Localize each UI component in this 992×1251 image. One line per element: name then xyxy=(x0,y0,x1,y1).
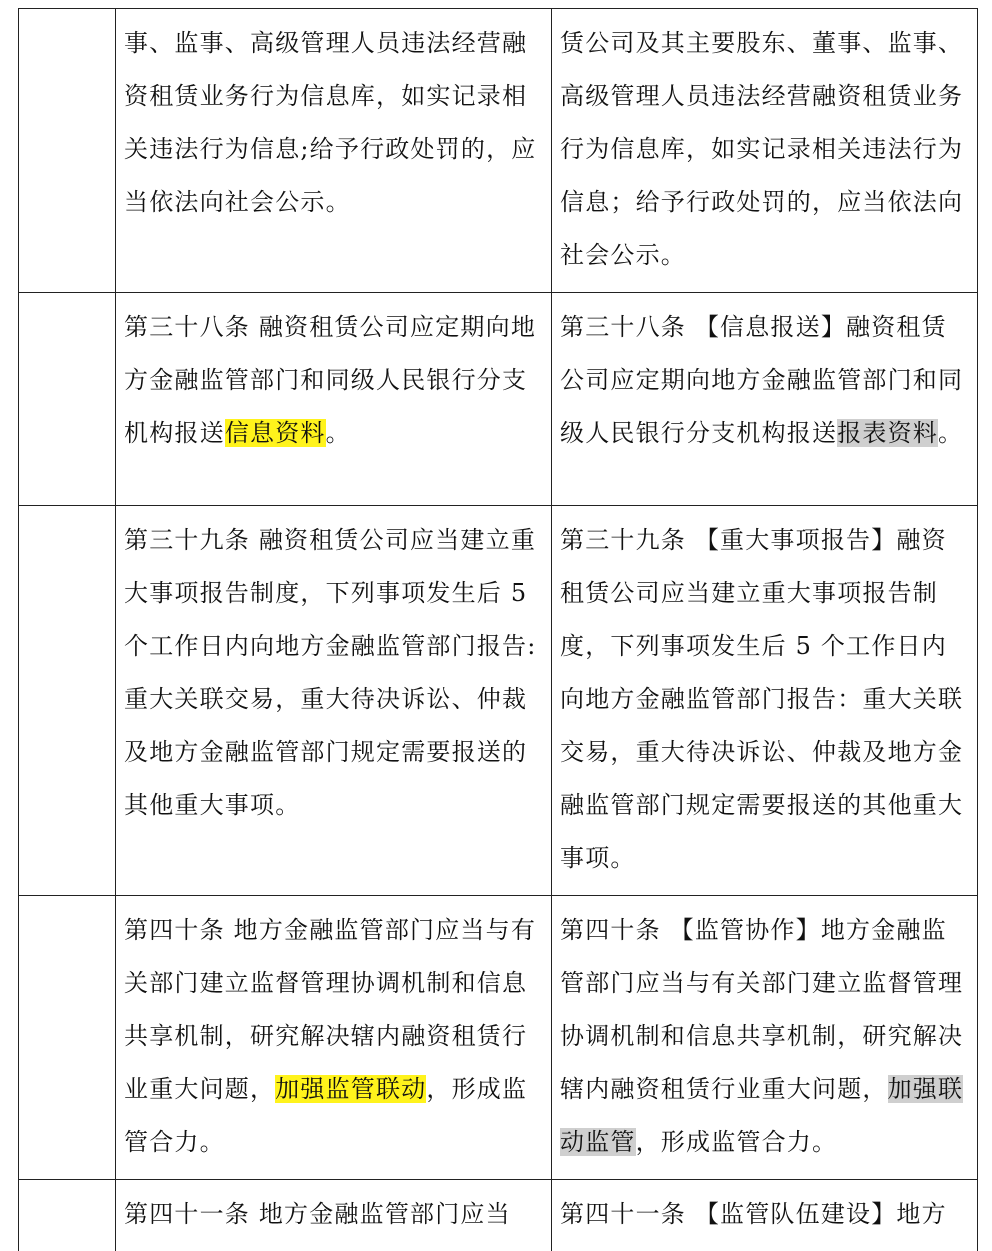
highlighted-text: 加强联动监管 xyxy=(560,1075,963,1156)
highlighted-text: 报表资料 xyxy=(837,419,938,447)
old-text-cell xyxy=(116,1180,552,1251)
text-segment: 第四十一条 地方金融监管部门应当 xyxy=(124,1200,511,1228)
new-text-cell xyxy=(552,9,978,293)
text-segment: ，形成监管合力。 xyxy=(636,1128,838,1156)
table-row xyxy=(19,293,978,506)
old-text-cell xyxy=(116,293,552,506)
old-text-cell xyxy=(116,9,552,293)
new-text-cell xyxy=(552,506,978,896)
new-text-cell xyxy=(552,896,978,1180)
side-cell xyxy=(19,896,116,1180)
table-row xyxy=(19,1180,978,1251)
new-text-cell xyxy=(552,1180,978,1251)
table-row xyxy=(19,9,978,293)
text-segment: 第四十条 【监管协作】地方金融监管部门应当与有关部门建立监督管理协调机制和信息共享机制，研究解决辖内融资租赁行业重大问题， xyxy=(560,916,963,1103)
text-segment: 第四十一条 【监管队伍建设】地方 xyxy=(560,1200,947,1228)
table-row xyxy=(19,506,978,896)
text-segment: 赁公司及其主要股东、董事、监事、高级管理人员违法经营融资租赁业务行为信息库，如实记录相关违法行为信息；给予行政处罚的，应当依法向社会公示。 xyxy=(560,29,963,269)
text-segment: ，形成监管合力。 xyxy=(124,1075,527,1156)
side-cell xyxy=(19,1180,116,1251)
text-segment: 。 xyxy=(938,419,963,447)
side-cell xyxy=(19,506,116,896)
old-text-cell xyxy=(116,896,552,1180)
text-segment: 事、监事、高级管理人员违法经营融资租赁业务行为信息库，如实记录相关违法行为信息;给予行政处罚的，应当依法向社会公示。 xyxy=(124,29,537,216)
highlighted-text: 信息资料 xyxy=(225,419,326,447)
side-cell xyxy=(19,9,116,293)
highlighted-text: 加强监管联动 xyxy=(275,1075,426,1103)
text-segment: 第三十八条 融资租赁公司应定期向地方金融监管部门和同级人民银行分支机构报送 xyxy=(124,313,536,447)
text-segment: 。 xyxy=(326,419,351,447)
table-row xyxy=(19,896,978,1180)
text-segment: 第三十九条 【重大事项报告】融资租赁公司应当建立重大事项报告制度，下列事项发生后 5 个工作日内向地方金融监管部门报告：重大关联交易，重大待决诉讼、仲裁及地方金融监管部门规定需要报送的其他重大事项。 xyxy=(560,526,963,872)
text-segment: 第三十九条 融资租赁公司应当建立重大事项报告制度，下列事项发生后 5 个工作日内向地方金融监管部门报告:重大关联交易，重大待决诉讼、仲裁及地方金融监管部门规定需要报送的其他重大事项。 xyxy=(124,526,537,819)
text-segment: 第三十八条 【信息报送】融资租赁公司应定期向地方金融监管部门和同级人民银行分支机构报送 xyxy=(560,313,963,447)
new-text-cell xyxy=(552,293,978,506)
side-cell xyxy=(19,293,116,506)
comparison-table xyxy=(18,8,978,1251)
text-segment: 第四十条 地方金融监管部门应当与有关部门建立监督管理协调机制和信息共享机制，研究解决辖内融资租赁行业重大问题， xyxy=(124,916,536,1103)
old-text-cell xyxy=(116,506,552,896)
